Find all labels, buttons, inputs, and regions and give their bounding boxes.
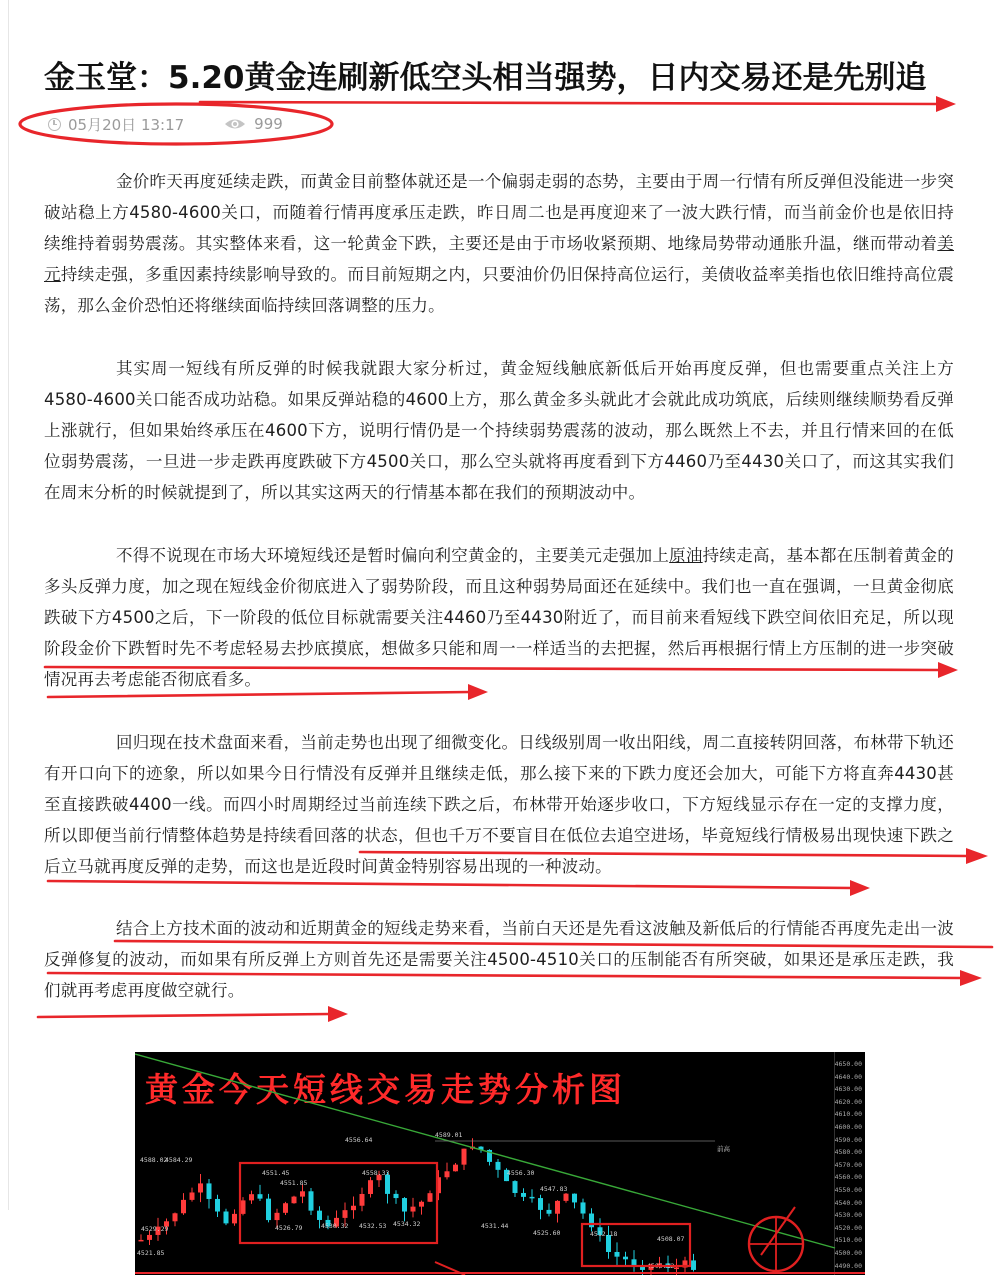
price-axis-label: 4610.00 <box>834 1110 862 1119</box>
article-title: 金玉堂：5.20黄金连刷新低空头相当强势，日内交易还是先别追 <box>44 60 927 96</box>
price-axis-label: 4520.00 <box>834 1223 862 1232</box>
chart-price-label: 4588.02 <box>140 1156 168 1164</box>
chart-price-label: 4529.29 <box>141 1225 169 1233</box>
chart-price-label: 4584.29 <box>165 1156 193 1164</box>
chart-price-label: 4526.79 <box>275 1224 303 1232</box>
paragraph-2: 其实周一短线有所反弹的时候我就跟大家分析过，黄金短线触底新低后开始再度反弹，但也需要重点关注上方4580-4600关口能否成功站稳。如果反弹站稳的4600上方，那么黄金多头就此才会就此成功筑底，后续则继续顺势看反弹上涨就行，但如果始终承压在4600下方，说明行情仍是一个持续弱势震荡的波动，那么既然上不去，并且行情来回的在低位弱势震荡，一旦进一步走跌再度跌破下方4500关口，那么空头就将再度看到下方4460乃至4430关口了，而这其实我们在周末分析的时候就提到了，所以其实这两天的行情基本都在我们的预期波动中。 <box>44 359 954 502</box>
gold-chart-image <box>135 1052 865 1275</box>
link-crude-oil[interactable]: 原油 <box>669 546 703 565</box>
price-axis-label: 4600.00 <box>834 1123 862 1131</box>
chart-price-label: 4589.01 <box>435 1131 463 1139</box>
price-axis-label: 4620.00 <box>834 1097 862 1106</box>
price-axis-label: 4560.00 <box>834 1173 862 1182</box>
view-count: 999 <box>254 115 283 133</box>
price-axis-label: 4490.00 <box>834 1261 862 1270</box>
chart-price-label: 4525.60 <box>533 1229 561 1237</box>
link-usd[interactable]: 美元 <box>44 234 954 284</box>
chart-price-label: 4556.30 <box>507 1169 535 1177</box>
prior-high-label: 前高 <box>717 1145 730 1153</box>
price-axis-label: 4570.00 <box>834 1160 862 1169</box>
price-axis-label: 4640.00 <box>834 1072 862 1081</box>
chart-price-label: 4508.07 <box>657 1235 685 1243</box>
chart-price-label: 4512.18 <box>590 1230 618 1238</box>
article-meta <box>48 113 283 135</box>
price-axis-label: 4510.00 <box>834 1236 862 1245</box>
eye-icon <box>224 117 246 131</box>
publish-date: 05月20日 13:17 <box>68 115 185 134</box>
left-divider <box>8 0 9 1210</box>
title-underline-arrow <box>200 102 938 104</box>
chart-price-label: 4547.83 <box>540 1185 568 1193</box>
paragraph-3: 不得不说现在市场大环境短线还是暂时偏向利空黄金的，主要美元走强加上原油持续走高，基本都在压制着黄金的多头反弹力度，加之现在短线金价彻底进入了弱势阶段，而且这种弱势局面还在延续中。我们也一直在强调，一旦黄金彻底跌破下方4500之后，下一阶段的低位目标就需要关注4460乃至4430附近了，而目前来看短线下跌空间依旧充足，所以现阶段金价下跌暂时先不考虑轻易去抄底摸底，想做多只能和周一一样适当的去把握，然后再根据行情上方压制的进一步突破情况再去考虑能否彻底看多。 <box>44 546 955 689</box>
para5-underline-arrow-3 <box>38 1014 330 1017</box>
paragraph-5: 结合上方技术面的波动和近期黄金的短线走势来看，当前白天还是先看这波触及新低后的行情能否再度先走出一波反弹修复的波动，而如果有所反弹上方则首先还是需要关注4500-4510关口的压制能否有所突破，如果还是承压走跌，我们就再考虑再度做空就行。 <box>44 919 954 1000</box>
chart-price-label: 4551.85 <box>280 1179 308 1187</box>
chart-annotations <box>135 1052 865 1275</box>
range-box-right <box>582 1224 690 1266</box>
price-axis-label: 4540.00 <box>834 1198 862 1207</box>
price-axis-label: 4630.00 <box>834 1085 862 1094</box>
chart-price-label: 4521.85 <box>137 1249 165 1257</box>
chart-price-label: 4558.33 <box>362 1169 390 1177</box>
price-axis-label: 4550.00 <box>834 1186 862 1194</box>
paragraph-1: 金价昨天再度延续走跌，而黄金目前整体就还是一个偏弱走弱的态势，主要由于周一行情有所反弹但没能进一步突破站稳上方4580-4600关口，而随着行情再度承压走跌，昨日周二也是再度迎来了一波大跌行情，而当前金价也是依旧持续维持着弱势震荡。其实整体来看，这一轮黄金下跌，主要还是由于市场收紧预期、地缘局势带动通胀升温，继而带动着美元持续走强，多重因素持续影响导致的。而目前短期之内，只要油价仍旧保持高位运行，美债收益率美指也依旧维持高位震荡，那么金价恐怕还将继续面临持续回落调整的压力。 <box>44 172 954 315</box>
price-axis-label: 4500.00 <box>834 1249 862 1257</box>
chart-price-label: 4530.32 <box>321 1222 349 1230</box>
para4-underline-arrow-2 <box>48 881 852 888</box>
chart-price-label: 4532.53 <box>359 1222 387 1230</box>
chart-price-label: 4531.44 <box>481 1222 509 1230</box>
price-axis-label: 4580.00 <box>834 1148 862 1157</box>
chart-price-label: 4534.32 <box>393 1220 421 1228</box>
paragraph-4: 回归现在技术盘面来看，当前走势也出现了细微变化。日线级别周一收出阳线，周二直接转阴回落，布林带下轨还有开口向下的迹象，所以如果今日行情没有反弹并且继续走低，那么接下来的下跌力度还会加大，可能下方将直奔4430甚至直接跌破4400一线。而四小时周期经过当前连续下跌之后，布林带开始逐步收口，下方短线显示存在一定的支撑力度，所以即便当前行情整体趋势是持续看回落的状态，但也千万不要盲目在低位去追空进场，毕竟短线行情极易出现快速下跌之后立马就再度反弹的走势，而这也是近段时间黄金特别容易出现的一种波动。 <box>44 733 954 876</box>
clock-icon <box>48 118 61 131</box>
price-axis-label: 4650.00 <box>834 1060 862 1068</box>
price-axis-label: 4590.00 <box>834 1135 862 1144</box>
chart-bottom-red-line <box>135 1272 865 1274</box>
chart-price-label: 4556.64 <box>345 1136 373 1144</box>
chart-price-label: 4505.12 <box>647 1262 675 1270</box>
price-axis-label: 4530.00 <box>834 1211 862 1220</box>
chart-title: 黄金今天短线交易走势分析图 <box>145 1070 626 1109</box>
chart-price-label: 4551.45 <box>262 1169 290 1177</box>
range-box-left <box>240 1163 437 1243</box>
